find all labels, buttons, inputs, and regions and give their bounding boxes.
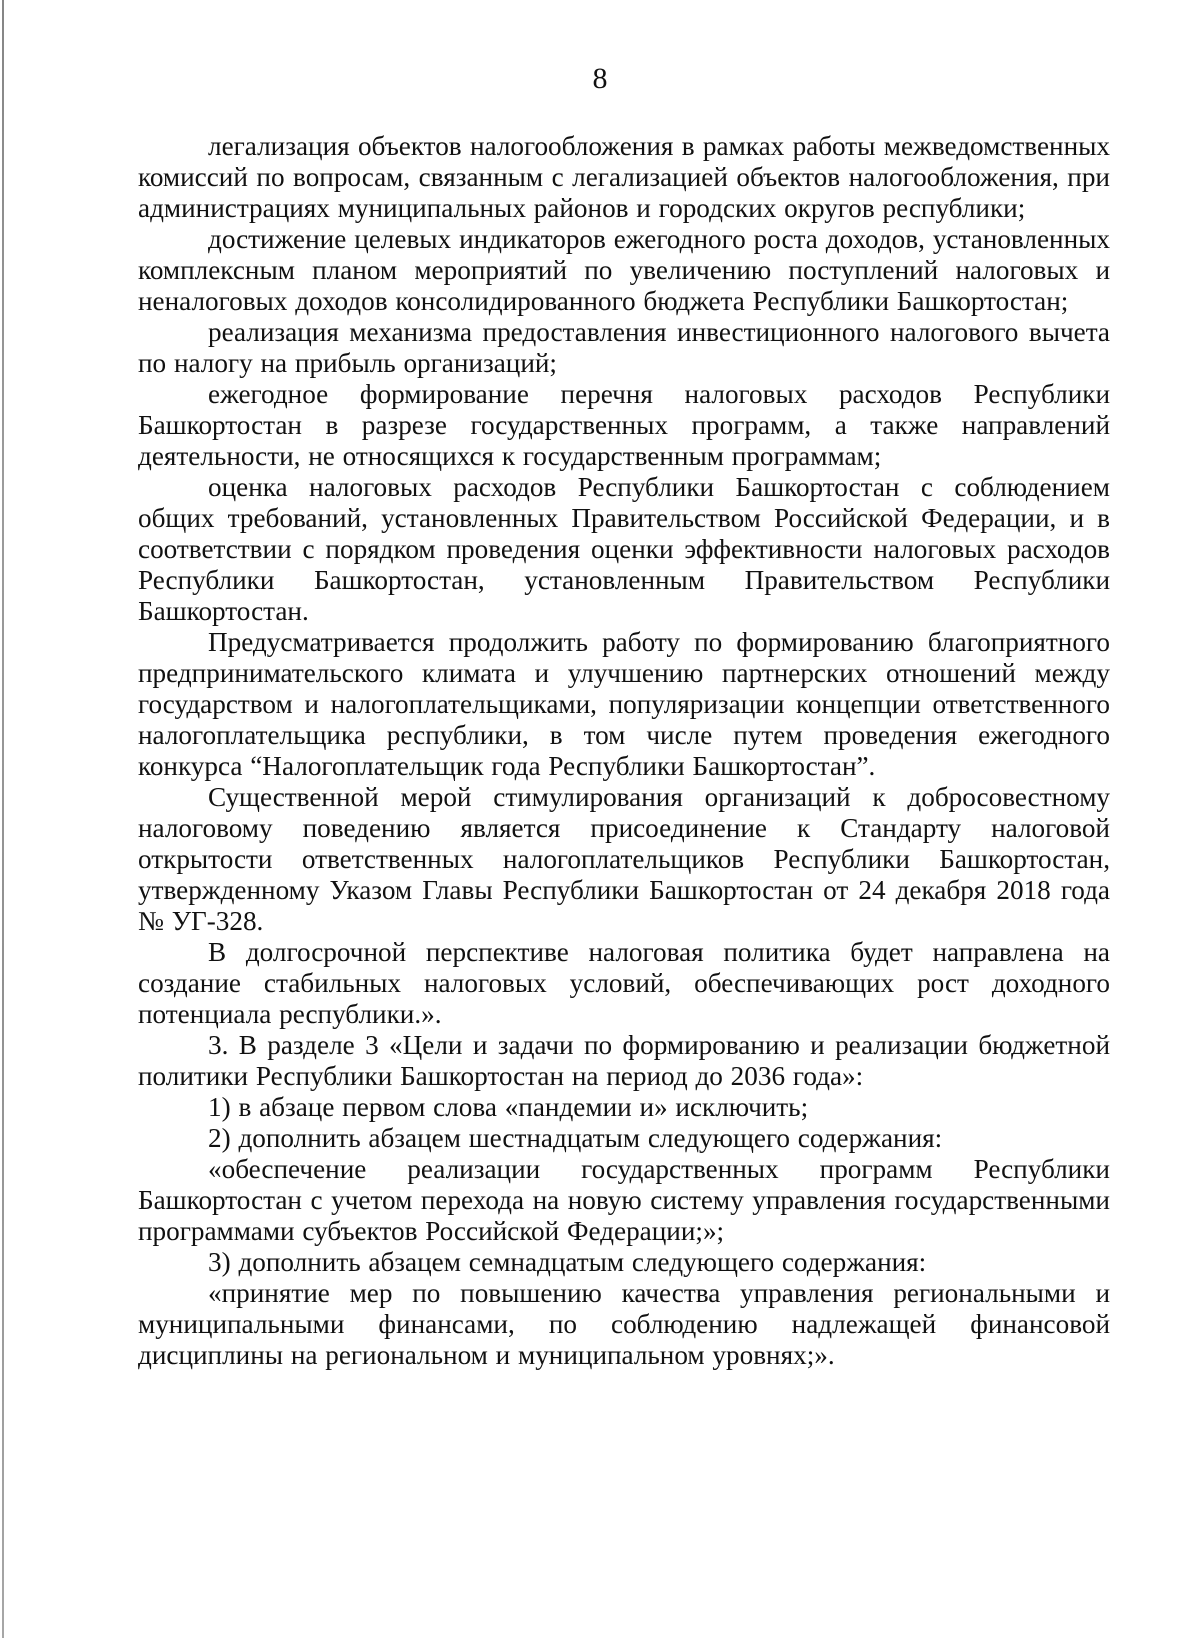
paragraph: реализация механизма предоставления инвестиционного налогового вычета по налогу на прибыль организаций; bbox=[138, 317, 1110, 378]
paragraph: 2) дополнить абзацем шестнадцатым следующего содержания: bbox=[208, 1123, 943, 1153]
paragraph: ежегодное формирование перечня налоговых расходов Республики Башкортостан в разрезе государственных программ, а также направлений деятельности, не относящихся к государственным программам; bbox=[138, 379, 1110, 471]
paragraph: достижение целевых индикаторов ежегодного роста доходов, установленных комплексным планом мероприятий по увеличению поступлений налоговых и неналоговых доходов консолидированного бюджета Республики Башкортостан; bbox=[138, 224, 1110, 316]
paragraph: легализация объектов налогообложения в рамках работы межведомственных комиссий по вопросам, связанным с легализацией объектов налогообложения, при администрациях муниципальных районов и городских округов республики; bbox=[138, 131, 1110, 223]
document-body bbox=[138, 131, 1110, 1371]
paragraph: «принятие мер по повышению качества управления региональными и муниципальными финансами, по соблюдению надлежащей финансовой дисциплины на региональном и муниципальном уровнях;». bbox=[138, 1278, 1110, 1370]
paragraph: оценка налоговых расходов Республики Башкортостан с соблюдением общих требований, установленных Правительством Российской Федерации, и в соответствии с порядком проведения оценки эффективности налоговых расходов Республики Башкортостан, установленным Правительством Республики Башкортостан. bbox=[138, 472, 1110, 626]
page-number: 8 bbox=[592, 62, 608, 95]
paragraph: 3) дополнить абзацем семнадцатым следующего содержания: bbox=[208, 1247, 927, 1277]
scan-edge-line bbox=[2, 0, 4, 1638]
paragraph: 3. В разделе 3 «Цели и задачи по формированию и реализации бюджетной политики Республики Башкортостан на период до 2036 года»: bbox=[138, 1030, 1110, 1091]
paragraph: Предусматривается продолжить работу по формированию благоприятного предпринимательского климата и улучшению партнерских отношений между государством и налогоплательщиками, популяризации концепции ответственного налогоплательщика республики, в том числе путем проведения ежегодного конкурса “Налогоплательщик года Республики Башкортостан”. bbox=[138, 627, 1110, 781]
paragraph: 1) в абзаце первом слова «пандемии и» исключить; bbox=[208, 1092, 809, 1122]
paragraph: В долгосрочной перспективе налоговая политика будет направлена на создание стабильных налоговых условий, обеспечивающих рост доходного потенциала республики.». bbox=[138, 937, 1110, 1029]
paragraph: Существенной мерой стимулирования организаций к добросовестному налоговому поведению является присоединение к Стандарту налоговой открытости ответственных налогоплательщиков Республики Башкортостан, утвержденному Указом Главы Республики Башкортостан от 24 декабря 2018 года № УГ-328. bbox=[138, 782, 1110, 936]
paragraph: «обеспечение реализации государственных программ Республики Башкортостан с учетом перехода на новую систему управления государственными программами субъектов Российской Федерации;»; bbox=[138, 1154, 1110, 1246]
